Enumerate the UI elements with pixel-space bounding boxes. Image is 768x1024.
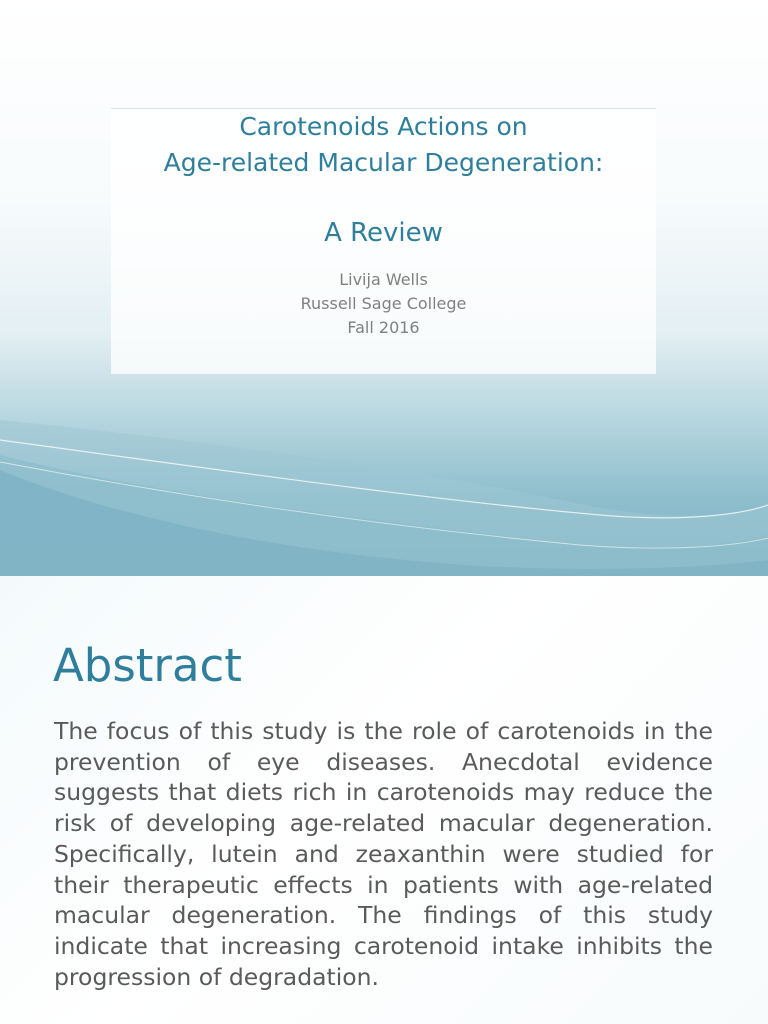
abstract-slide bbox=[0, 576, 768, 1024]
term-label: Fall 2016 bbox=[347, 318, 420, 337]
title-box bbox=[111, 108, 656, 375]
slide-title-line-1: Carotenoids Actions on bbox=[239, 112, 528, 141]
slide-title-line-2: Age-related Macular Degeneration: bbox=[163, 148, 604, 177]
abstract-body: The focus of this study is the role of carotenoids in the prevention of eye diseases. Anecdotal evidence suggests that diets rich in carotenoids may reduce the risk of developing age-related macular degeneration. Specifically, lutein and zeaxanthin were studied for their therapeutic effects in patients with age-related macular degeneration. The findings of this study indicate that increasing carotenoid intake inhibits the progression of degradation. bbox=[54, 717, 713, 991]
institution-name: Russell Sage College bbox=[300, 294, 467, 313]
author-name: Livija Wells bbox=[339, 270, 428, 289]
abstract-heading: Abstract bbox=[53, 639, 242, 692]
slide-subtitle: A Review bbox=[324, 218, 443, 248]
